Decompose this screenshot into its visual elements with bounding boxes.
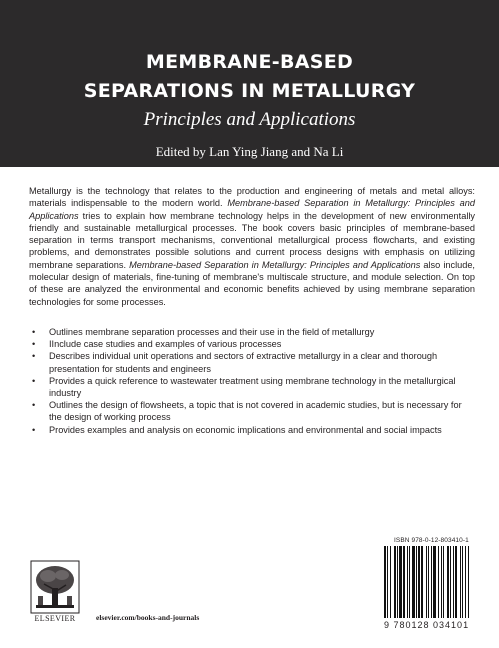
book-title-line-2: SEPARATIONS IN METALLURGY — [83, 80, 416, 102]
bullet-item: • Describes individual unit operations and sectors of extractive metallurgy in a clear and thorough presentation for students and engineers — [29, 350, 475, 374]
barcode-bar — [438, 546, 439, 618]
barcode-bar — [421, 546, 423, 618]
barcode-bar — [468, 546, 469, 618]
editors-line: Edited by Lan Ying Jiang and Na Li — [155, 144, 344, 159]
description-text-1: Metallurgy is the technology that relates to the production and engineering of metals and metal alloys: materials indispensable to the modern world. — [29, 186, 475, 209]
barcode-bar — [418, 546, 420, 618]
publisher-website-link[interactable]: elsevier.com/books-and-journals — [96, 613, 200, 622]
barcode-bar — [390, 546, 391, 618]
barcode-bar — [387, 546, 388, 618]
bullet-item: • Provides examples and analysis on economic implications and environmental and social impacts — [29, 424, 475, 436]
description-text-2: tries to explain how membrane technology helps in the development of new environmentally friendly and sustainable metallurgical processes. The book covers basic principles of membrane-based separation in terms transport mechanisms, conventional metallurgical process flowcharts, and existing problems, and demonstrates possible solutions and current process designs with emphasis on utilizing membrane separations. — [29, 210, 475, 270]
barcode-bar — [399, 546, 402, 618]
description-italic-title-1: Membrane-based Separation in Metallurgy: Principles and Applications — [29, 198, 475, 221]
barcode — [382, 546, 488, 622]
barcode-bar — [465, 546, 466, 618]
barcode-bar — [426, 546, 427, 618]
book-subtitle: Principles and Applications — [143, 109, 356, 130]
barcode-bar — [384, 546, 386, 618]
barcode-bar — [462, 546, 463, 618]
barcode-bar — [433, 546, 436, 618]
barcode-bar — [447, 546, 449, 618]
barcode-bar — [397, 546, 398, 618]
barcode-bar — [412, 546, 415, 618]
description-italic-title-2: Membrane-based Separation in Metallurgy: Principles and Applications — [129, 259, 421, 270]
bullet-item: • Provides a quick reference to wastewater treatment using membrane technology in the metallurgical industry — [29, 375, 475, 399]
barcode-bar — [416, 546, 417, 618]
feature-bullet-list — [29, 326, 475, 436]
cover-header — [0, 0, 499, 167]
isbn-label: ISBN 978-0-12-803410-1 — [394, 537, 469, 544]
bullet-item: • Outlines the design of flowsheets, a topic that is not covered in academic studies, but is necessary for the design of working process — [29, 399, 475, 423]
publisher-name: ELSEVIER — [34, 614, 76, 623]
elsevier-tree-logo-icon — [30, 560, 80, 614]
barcode-bar — [428, 546, 429, 618]
bullet-item: • IInclude case studies and examples of various processes — [29, 338, 475, 350]
barcode-bar — [403, 546, 405, 618]
barcode-bar — [409, 546, 410, 618]
barcode-bar — [443, 546, 444, 618]
barcode-bar — [455, 546, 457, 618]
barcode-bar — [431, 546, 432, 618]
barcode-bar — [441, 546, 442, 618]
barcode-bar — [407, 546, 408, 618]
barcode-bar — [394, 546, 396, 618]
bullet-item: • Outlines membrane separation processes and their use in the field of metallurgy — [29, 326, 475, 338]
book-description — [29, 185, 475, 308]
book-title-line-1: MEMBRANE-BASED — [145, 51, 354, 73]
barcode-bar — [450, 546, 451, 618]
barcode-bar — [453, 546, 454, 618]
barcode-bar — [460, 546, 461, 618]
description-text-3: also include, molecular design of materials, fine-tuning of membrane's multiscale structure, and module selection. On top of these are analyzed the environmental and economic benefits achieved by using membrane separation technologies for some processes. — [29, 259, 475, 307]
barcode-digits: 9 780128 034101 — [384, 620, 470, 630]
